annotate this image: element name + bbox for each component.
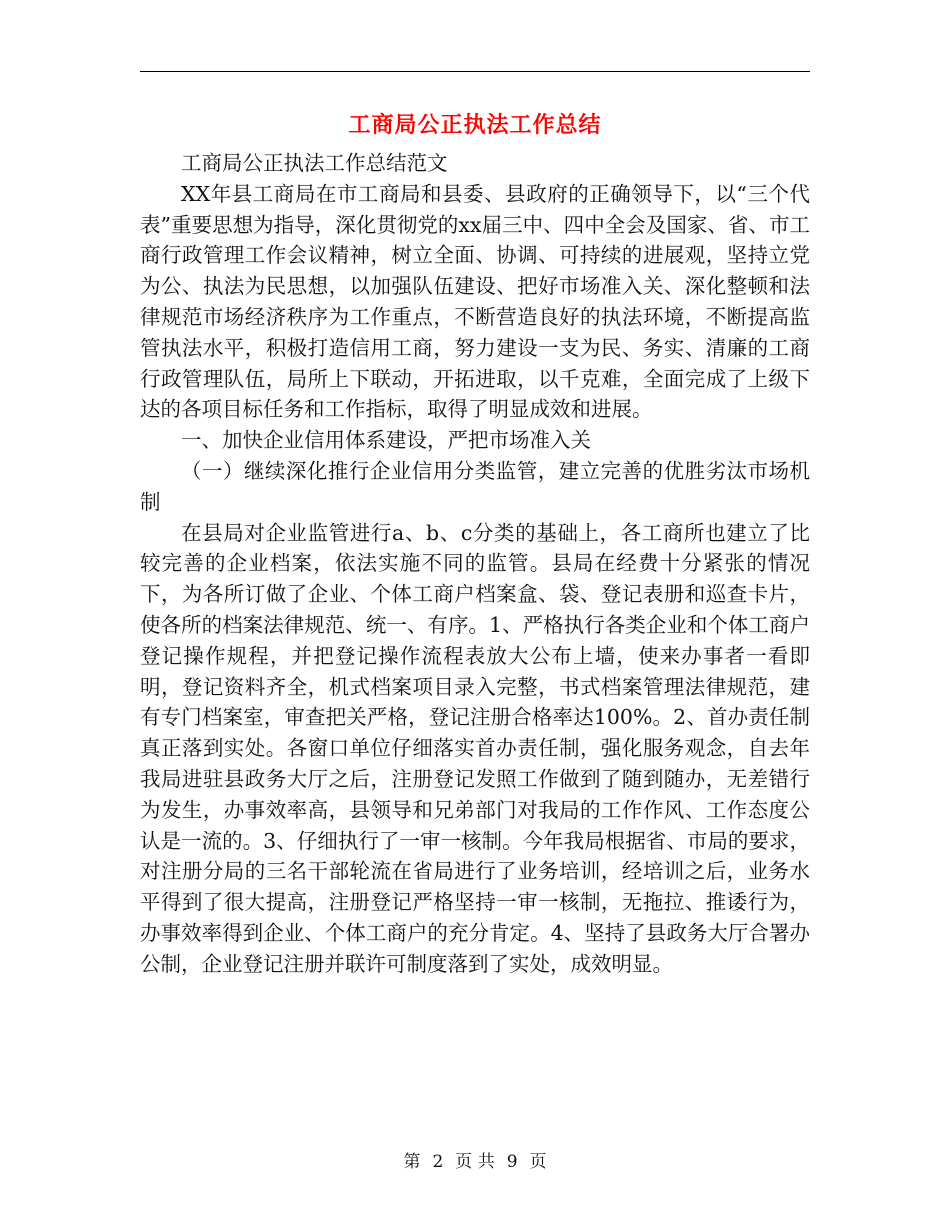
header-rule: [140, 71, 810, 72]
page-suffix: 页: [529, 1152, 547, 1172]
section-heading-1: 一、加快企业信用体系建设，严把市场准入关: [181, 428, 591, 453]
paragraph-registration: 在县局对企业监管进行a、b、c分类的基础上，各工商所也建立了比较完善的企业档案，依法实施不同的监管。县局在经费十分紧张的情况下，为各所订做了企业、个体工商户档案盒、袋、登记表册和巡查卡片，使各所的档案法律规范、统一、有序。1、严格执行各类企业和个体工商户登记操作规程，并把登记操作流程表放大公布上墙，使来办事者一看即明，登记资料齐全，机式档案项目录入完整，书式档案管理法律规范，建有专门档案室，审查把关严格，登记注册合格率达100%。2、首办责任制真正落到实处。各窗口单位仔细落实首办责任制，强化服务观念，自去年我局进驻县政务大厅之后，注册登记发照工作做到了随到随办，无差错行为发生，办事效率高，县领导和兄弟部门对我局的工作作风、工作态度公认是一流的。3、仔细执行了一审一核制。今年我局根据省、市局的要求，对注册分局的三名干部轮流在省局进行了业务培训，经培训之后，业务水平得到了很大提高，注册登记严格坚持一审一核制，无拖拉、推诿行为，办事效率得到企业、个体工商户的充分肯定。4、坚持了县政务大厅合署办公制，企业登记注册并联许可制度落到了实处，成效明显。: [140, 520, 810, 976]
document-title: 工商局公正执法工作总结: [348, 113, 602, 138]
subsection-heading-1: （一）继续深化推行企业信用分类监管，建立完善的优胜劣汰市场机制: [140, 458, 810, 514]
page-mid: 页 共: [455, 1152, 495, 1172]
page-prefix: 第: [403, 1152, 421, 1172]
total-pages-number: 9: [506, 1152, 518, 1172]
paragraph-intro: XX年县工商局在市工商局和县委、县政府的正确领导下，以“三个代表”重要思想为指导，深化贯彻党的xx届三中、四中全会及国家、省、市工商行政管理工作会议精神，树立全面、协调、可持续的进展观，坚持立党为公、执法为民思想，以加强队伍建设、把好市场准入关、深化整顿和法律规范市场经济秩序为工作重点，不断营造良好的执法环境，不断提高监管执法水平，积极打造信用工商，努力建设一支为民、务实、清廉的工商行政管理队伍，局所上下联动，开拓进取，以千克难，全面完成了上级下达的各项目标任务和工作指标，取得了明显成效和进展。: [140, 181, 810, 422]
document-body: [140, 148, 810, 980]
page-footer: [140, 1150, 810, 1174]
paragraph-subtitle: 工商局公正执法工作总结范文: [181, 151, 448, 175]
current-page-number: 2: [432, 1152, 444, 1172]
